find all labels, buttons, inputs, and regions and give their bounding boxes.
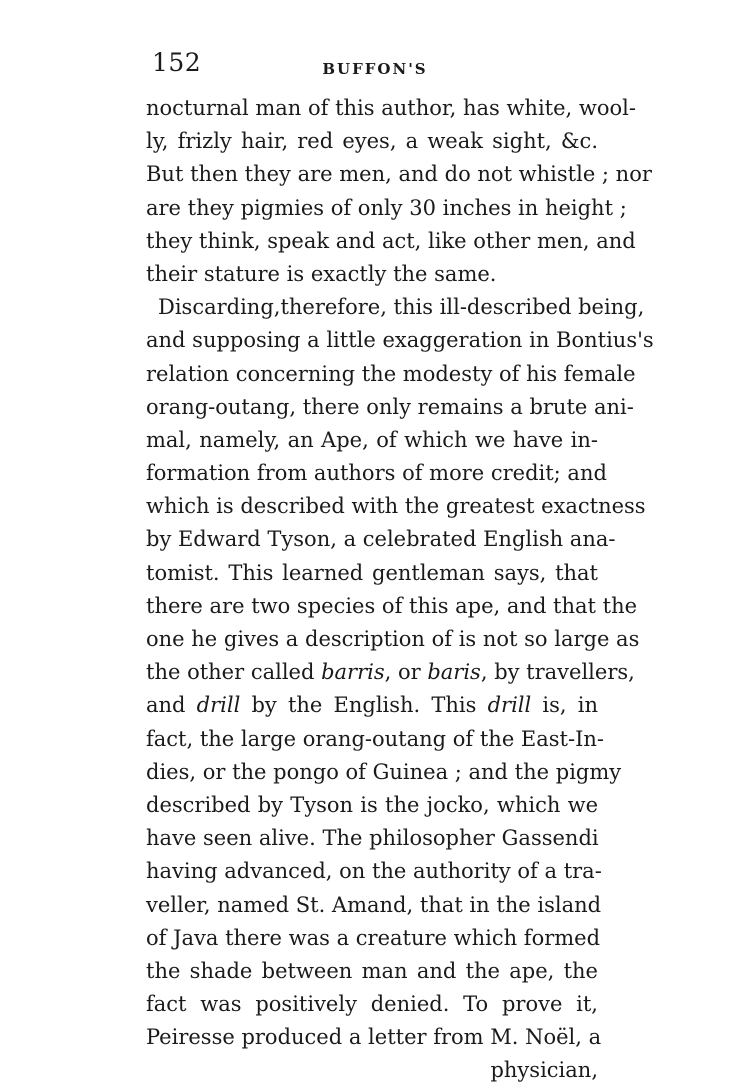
text-line: tomist. This learned gentleman says, that: [146, 560, 598, 585]
body-text: [146, 92, 654, 1088]
text-line: nocturnal man of this author, has white, wool-: [146, 96, 636, 120]
text-run: the other called: [146, 660, 322, 685]
text-line: relation concerning the modesty of his female: [146, 361, 636, 386]
catchword: physician,: [490, 1058, 598, 1083]
text-line: by Edward Tyson, a celebrated English ana-: [146, 527, 616, 552]
italic-term-drill: drill: [487, 693, 532, 718]
text-line: they think, speak and act, like other men, and: [146, 228, 636, 253]
text-line: and supposing a little exaggeration in Bontius's: [146, 328, 654, 353]
text-run: is, in: [531, 693, 599, 718]
text-line: are they pigmies of only 30 inches in height ;: [146, 195, 627, 220]
text-line: mal, namely, an Ape, of which we have in-: [146, 427, 598, 452]
text-run: , by travellers,: [480, 660, 635, 685]
text-run: by the English. This: [240, 693, 488, 718]
text-line: fact, the large orang-outang of the East-In-: [146, 726, 605, 751]
text-line-with-italics: [146, 656, 635, 689]
text-line: which is described with the greatest exactness: [146, 494, 646, 519]
text-run: and: [146, 693, 197, 718]
text-line: their stature is exactly the same.: [146, 261, 497, 286]
text-line: Peiresse produced a letter from M. Noël, a: [146, 1025, 602, 1050]
text-line: orang-outang, there only remains a brute ani-: [146, 394, 634, 419]
text-line: formation from authors of more credit; and: [146, 461, 607, 486]
text-line: have seen alive. The philosopher Gassendi: [146, 826, 599, 851]
text-line: one he gives a description of is not so large as: [146, 627, 640, 651]
running-head: BUFFON'S: [322, 60, 428, 78]
text-run: , or: [384, 660, 428, 685]
text-line: But then they are men, and do not whistle ; nor: [146, 162, 652, 187]
italic-term-baris: baris: [427, 660, 481, 685]
text-line: having advanced, on the authority of a tra-: [146, 859, 602, 884]
text-line: veller, named St. Amand, that in the island: [146, 892, 602, 917]
text-line: of Java there was a creature which formed: [146, 925, 601, 950]
text-line: dies, or the pongo of Guinea ; and the pigmy: [146, 759, 622, 784]
text-line: fact was positively denied. To prove it,: [146, 992, 598, 1017]
text-line-with-italics: [146, 689, 598, 722]
text-line: described by Tyson is the jocko, which we: [146, 792, 598, 817]
page-number: 152: [152, 48, 202, 77]
paragraph-start-line: Discarding,therefore, this ill-described being,: [158, 295, 645, 320]
text-line: the shade between man and the ape, the: [146, 958, 598, 983]
text-line: ly, frizly hair, red eyes, a weak sight, &c.: [146, 129, 598, 154]
italic-term-drill: drill: [196, 693, 241, 718]
text-line: there are two species of this ape, and that the: [146, 593, 638, 618]
italic-term-barris: barris: [321, 660, 385, 685]
